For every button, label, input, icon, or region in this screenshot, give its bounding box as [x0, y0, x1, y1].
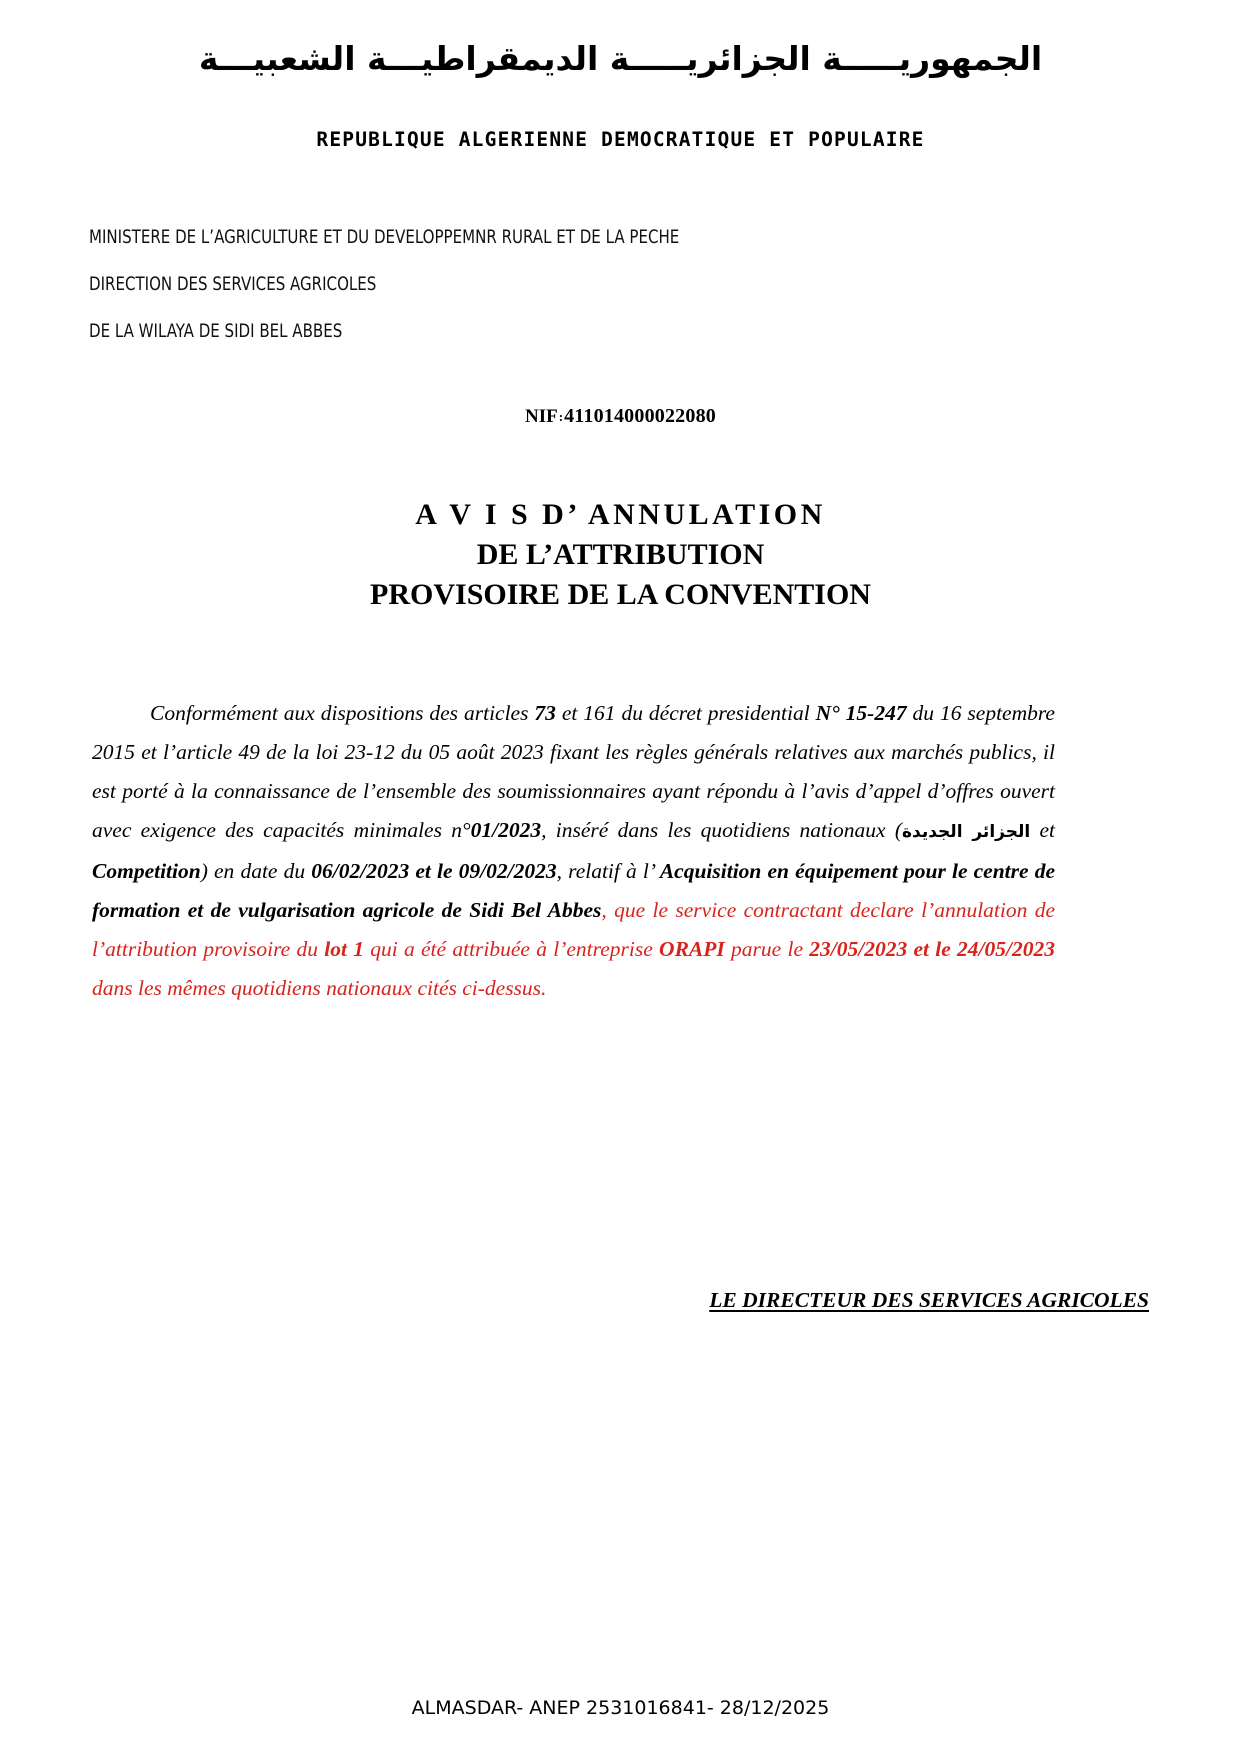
- arabic-newspaper-name: الجزائر الجديدة: [902, 821, 1031, 842]
- page-title: [0, 495, 1241, 615]
- body-text-9-red: qui a été attribuée à l’entreprise: [363, 936, 660, 961]
- body-text-8-red: , que le service contractant declare l’annulation de l’attribution provisoire du: [92, 897, 1056, 961]
- body-text-10-red: parue le: [724, 936, 810, 961]
- body-text-3: du 16 septembre 2015 et l’article 49 de la loi 23-12 du 05 août 2023 fixant les règles générals relatives aux marchés publics, il est porté à la connaissance de l’ensemble des soumissionnaires ayant répondu à l’avis d’appel d’offres ouvert avec exigence des capacités minimales n°: [92, 700, 1055, 842]
- body-text-2: et 161 du décret presidential: [555, 700, 816, 725]
- arabic-republic-title: الجمهوريـــــة الجزائريـــــة الديمقراطيـــة الشعبيـــة: [198, 39, 1043, 78]
- republic-title-french: REPUBLIQUE ALGERIENNE DEMOCRATIQUE ET POPULAIRE: [316, 128, 925, 151]
- body-text-5: et: [1030, 817, 1055, 842]
- body-text-7: , relatif à l’: [556, 858, 660, 883]
- body-article-73: 73: [534, 700, 556, 725]
- nif-separator: :: [558, 409, 564, 424]
- body-award-dates: 23/05/2023 et le 24/05/2023: [809, 936, 1056, 961]
- ministry-line-1: MINISTERE DE L’AGRICULTURE ET DU DEVELOPPEMNR RURAL ET DE LA PECHE: [89, 226, 680, 248]
- nif-label: NIF: [525, 406, 558, 427]
- signature-title: LE DIRECTEUR DES SERVICES AGRICOLES: [709, 1288, 1149, 1312]
- page-title-line-2: DE L’ATTRIBUTION: [476, 537, 765, 571]
- signature-block: [0, 1288, 1241, 1313]
- body-paragraph: [92, 694, 1055, 1008]
- body-tender-number: 01/2023: [470, 817, 542, 842]
- footer-reference: ALMASDAR- ANEP 2531016841- 28/12/2025: [411, 1697, 830, 1719]
- body-text-4: , inséré dans les quotidiens nationaux (: [541, 817, 902, 842]
- body-newspaper-competition: Competition: [92, 858, 201, 883]
- page-title-line-1: A V I S D’ ANNULATION: [415, 498, 826, 531]
- ministry-line-2: DIRECTION DES SERVICES AGRICOLES: [89, 273, 377, 295]
- body-text-1: Conformément aux dispositions des articles: [150, 700, 535, 725]
- page-title-line-3: PROVISOIRE DE LA CONVENTION: [370, 577, 871, 611]
- body-contract-object: Acquisition en équipement pour le centre de formation et de vulgarisation agricole de Sidi Bel Abbes: [92, 858, 1055, 922]
- body-text-11-red: dans les mêmes quotidiens nationaux cités ci-dessus.: [92, 975, 547, 1000]
- body-decret-number: N° 15-247: [815, 700, 907, 725]
- body-lot-number: lot 1: [324, 936, 364, 961]
- body-publication-dates: 06/02/2023 et le 09/02/2023: [311, 858, 557, 883]
- nif-value: 411014000022080: [564, 405, 716, 427]
- ministry-header-block: [89, 228, 909, 369]
- body-company-name: ORAPI: [659, 936, 725, 961]
- nif-line: [0, 405, 1241, 428]
- ministry-line-3: DE LA WILAYA DE SIDI BEL ABBES: [89, 320, 343, 342]
- body-text-6: ) en date du: [200, 858, 312, 883]
